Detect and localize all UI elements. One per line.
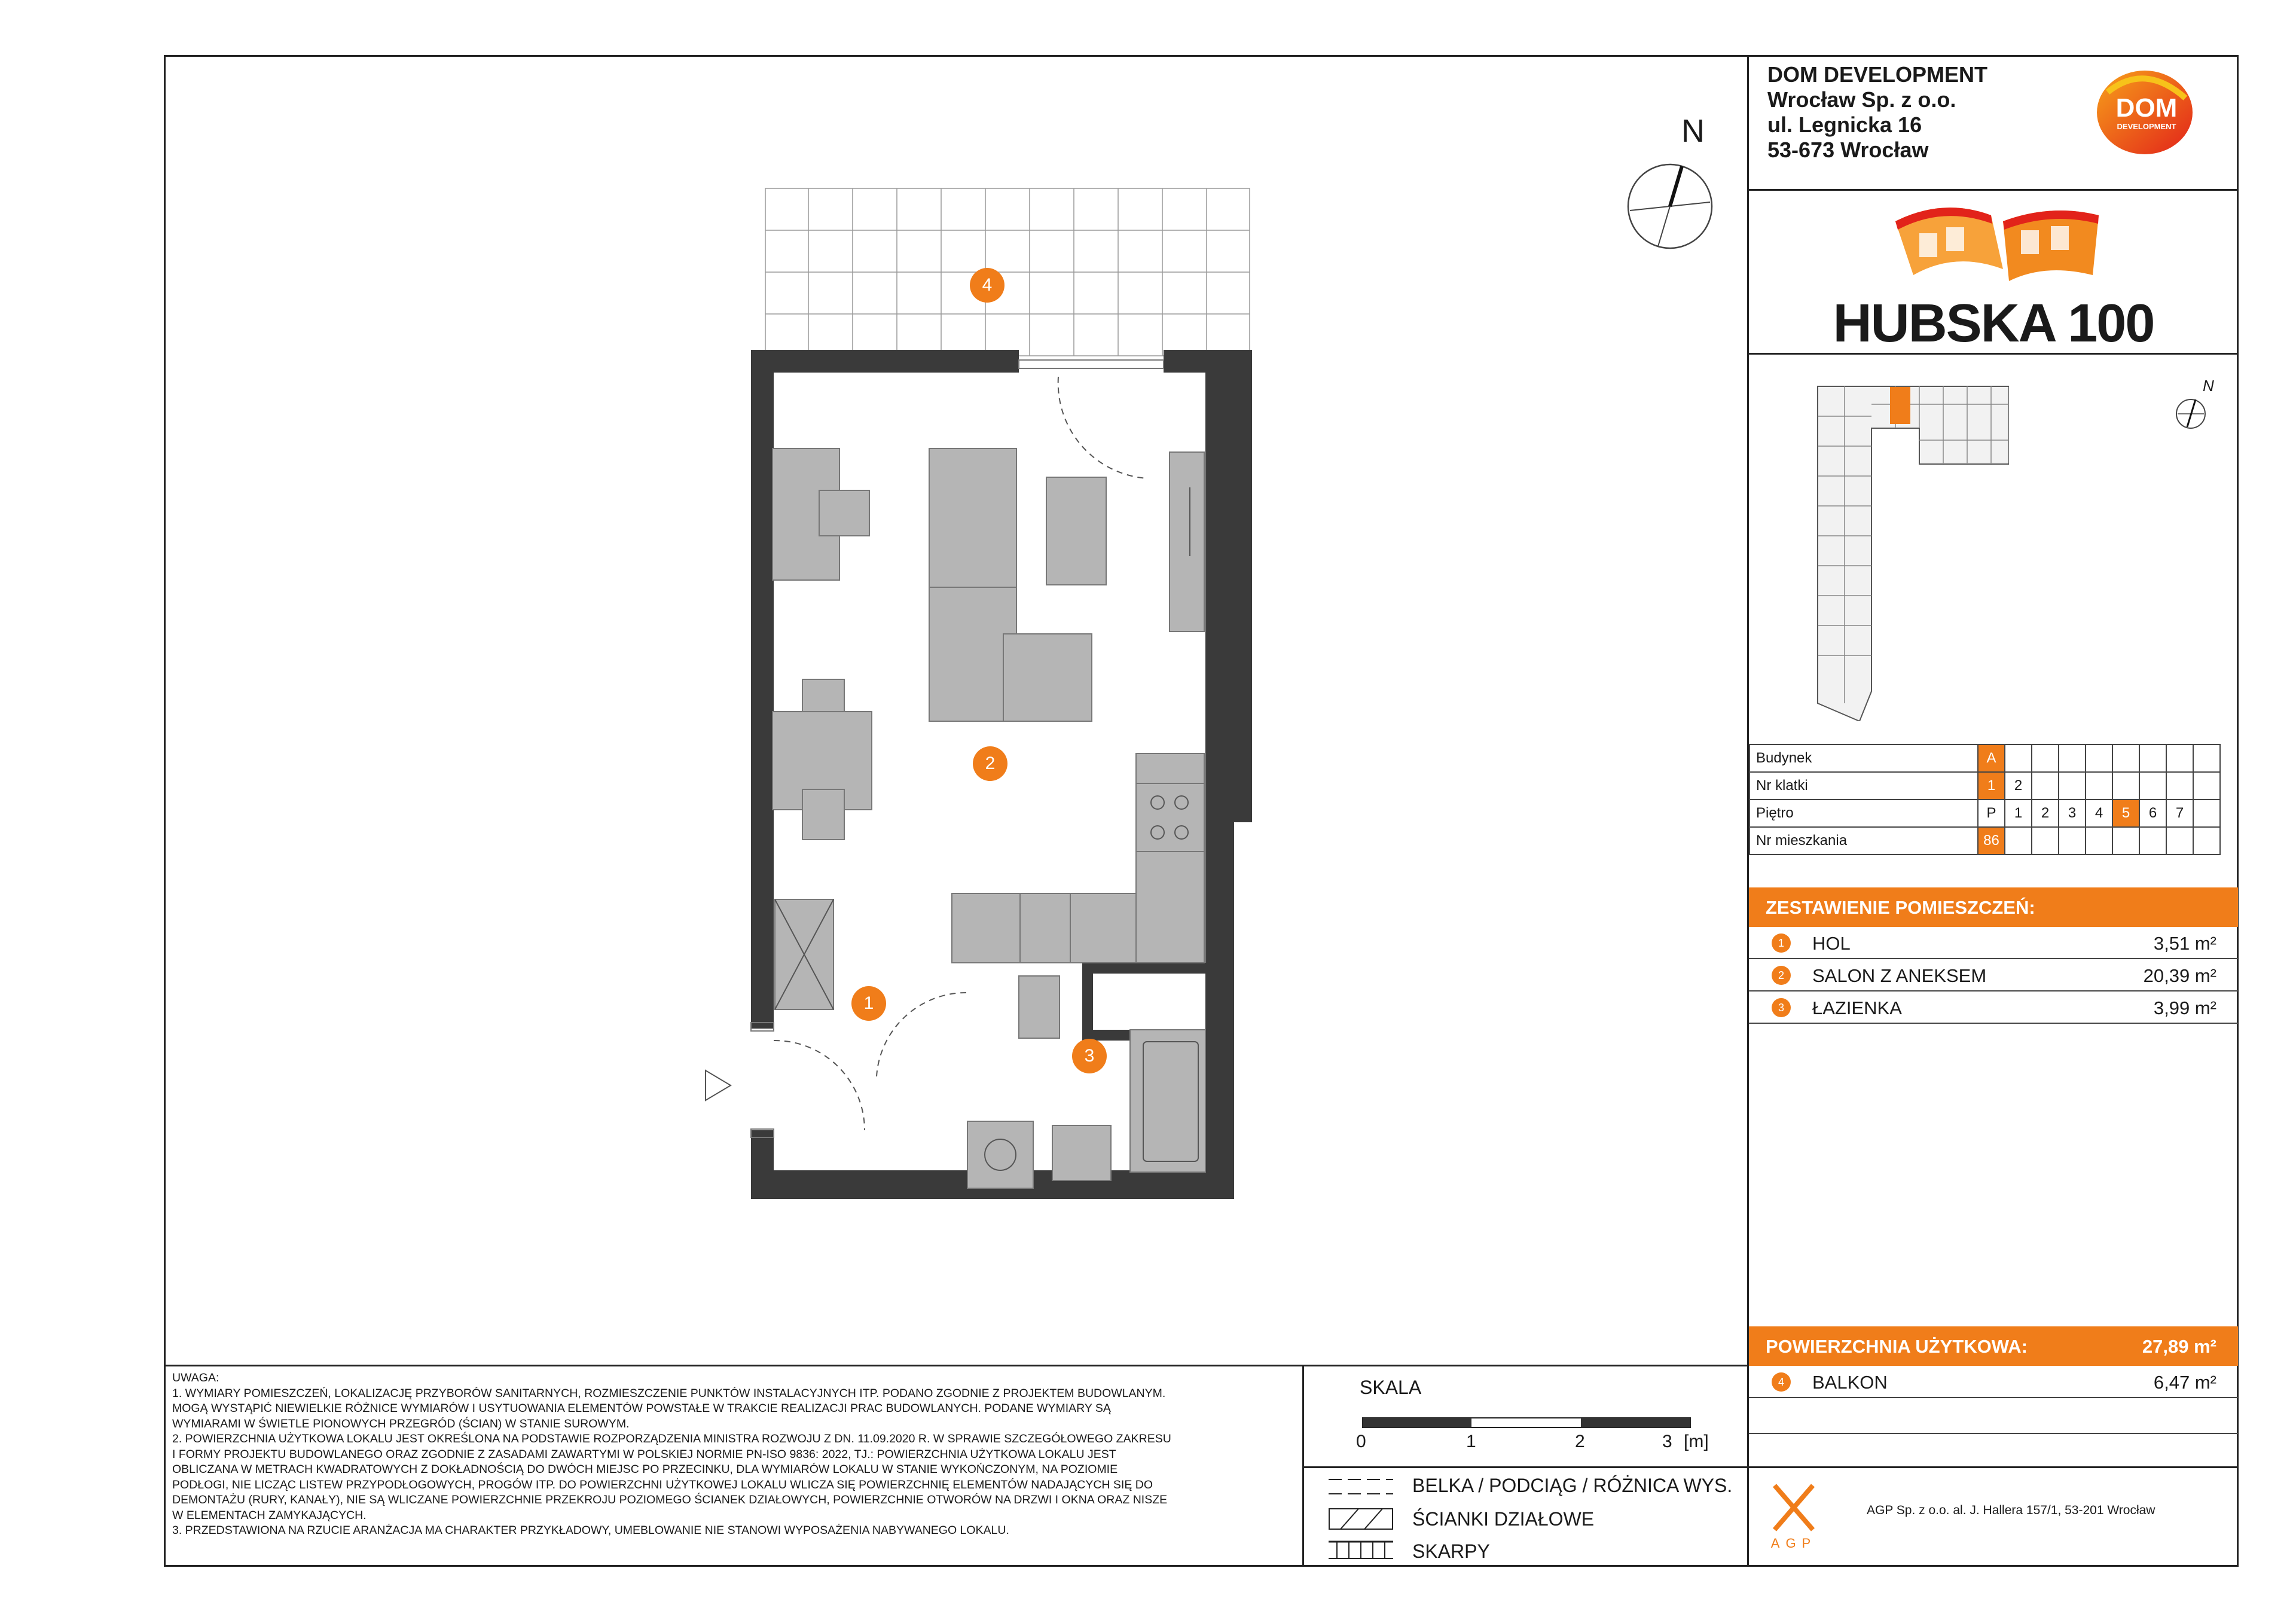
agp-mark: AGP xyxy=(1770,1536,1817,1551)
table-row xyxy=(1750,827,2220,855)
room-area: 20,39 m² xyxy=(2143,965,2216,986)
total-area-bar xyxy=(1749,1326,2238,1366)
scale-unit: [m] xyxy=(1684,1432,1709,1451)
pietro-label: Piętro xyxy=(1750,800,1978,827)
building-key-plan xyxy=(1794,380,2009,721)
room-area: 6,47 m² xyxy=(2153,1372,2216,1393)
pietro-value: 1 xyxy=(2005,800,2032,827)
pietro-value: 5 xyxy=(2112,800,2139,827)
mieszkanie-value: 86 xyxy=(1978,827,2005,855)
logo-text: DOM xyxy=(2115,93,2178,123)
mini-compass-label: N xyxy=(2203,377,2214,395)
rooms-header xyxy=(1749,887,2238,927)
legend-label: ŚCIANKI DZIAŁOWE xyxy=(1412,1508,1595,1530)
pietro-value: 6 xyxy=(2139,800,2166,827)
north-label: N xyxy=(1681,113,1705,149)
partition-wall-symbol-icon xyxy=(1329,1508,1393,1530)
pietro-value: 7 xyxy=(2166,800,2193,827)
dom-development-logo xyxy=(2090,68,2205,157)
mini-compass-icon xyxy=(2173,393,2209,429)
slope-symbol-icon xyxy=(1329,1539,1393,1561)
note-line: MOGĄ WYSTĄPIĆ NIEWIELKIE RÓŻNICE WYMIARÓW I USYTUOWANIA ELEMENTÓW POWSTAŁE W TRAKCIE REALIZACJI PRAC BUDOWLANYCH. PODANE WYMIARY SĄ xyxy=(172,1402,1111,1415)
note-line: W ELEMENTACH ZAMYKAJĄCYCH. xyxy=(172,1508,367,1522)
scale-tick: 2 xyxy=(1575,1432,1585,1451)
room-name: SALON Z ANEKSEM xyxy=(1812,965,1987,986)
note-line: 3. PRZEDSTAWIONA NA RZUCIE ARANŻACJA MA CHARAKTER PRZYKŁADOWY, UMEBLOWANIE NIE STANOWI WYPOSAŻENIA NABYWANEGO LOKALU. xyxy=(172,1524,1009,1537)
floor-plan xyxy=(676,185,1268,1226)
plan-room-number: 1 xyxy=(851,986,886,1021)
total-area-value: 27,89 m² xyxy=(2142,1336,2216,1357)
scale-title: SKALA xyxy=(1360,1377,1422,1398)
table-row xyxy=(1750,800,2220,827)
pietro-value: 2 xyxy=(2032,800,2059,827)
note-line: PODŁOGI, NIE LICZĄC LISTEW PRZYPODŁOGOWYCH, PROGÓW ITP. DO POWIERZCHNI UŻYTKOWEJ LOKALU WLICZA SIĘ POWIERZCHNIĘ ELEMENTÓW NADAJĄCYCH SIĘ DO xyxy=(172,1478,1153,1491)
company-line: Wrocław Sp. z o.o. xyxy=(1767,87,1956,112)
legend-label: BELKA / PODCIĄG / RÓŻNICA WYS. xyxy=(1412,1475,1733,1496)
agp-address: AGP Sp. z o.o. al. J. Hallera 157/1, 53-201 Wrocław xyxy=(1867,1503,2155,1517)
notes-block xyxy=(172,1371,1296,1539)
agp-logo xyxy=(1770,1481,1818,1552)
budynek-value: A xyxy=(1978,745,2005,772)
scale-tick: 1 xyxy=(1466,1432,1476,1451)
budynek-label: Budynek xyxy=(1750,745,1978,772)
legend-label: SKARPY xyxy=(1412,1540,1490,1562)
apartment-info-table xyxy=(1749,744,2221,855)
company-line: ul. Legnicka 16 xyxy=(1767,112,1922,137)
scale-bar xyxy=(1362,1417,1691,1428)
note-line: I FORMY PROJEKTU BUDOWLANEGO ORAZ ZGODNIE Z ZASADAMI ZAWARTYMI W POLSKIEJ NORMIE PN-ISO 9836: 2022, TJ.: POWIERZCHNIA UŻYTKOWA LOKALU JEST xyxy=(172,1447,1116,1461)
divider-agp xyxy=(1747,1466,2239,1468)
note-line: UWAGA: xyxy=(172,1371,219,1384)
compass-icon xyxy=(1625,161,1715,251)
room-row xyxy=(1749,927,2238,959)
company-line: 53-673 Wrocław xyxy=(1767,138,1929,162)
pietro-value: P xyxy=(1978,800,2005,827)
logo-subtext: DEVELOPMENT xyxy=(2117,122,2176,131)
mieszkanie-label: Nr mieszkania xyxy=(1750,827,1978,855)
table-row xyxy=(1750,745,2220,772)
note-line: WYMIARAMI W ŚWIETLE PIONOWYCH PRZEGRÓD (ŚCIAN) W STANIE SUROWYM. xyxy=(172,1417,630,1430)
room-name: HOL xyxy=(1812,933,1851,954)
room-area: 3,99 m² xyxy=(2153,997,2216,1018)
pietro-value: 4 xyxy=(2086,800,2112,827)
plan-room-number: 4 xyxy=(970,268,1004,303)
plan-room-number: 2 xyxy=(973,746,1007,781)
scale-tick: 3 xyxy=(1662,1432,1672,1451)
balcony-grid xyxy=(765,188,1250,356)
divider-notes xyxy=(164,1365,1748,1366)
room-row xyxy=(1749,959,2238,992)
total-area-label: POWIERZCHNIA UŻYTKOWA: xyxy=(1766,1336,2028,1357)
note-line: 1. WYMIARY POMIESZCZEŃ, LOKALIZACJĘ PRZYBORÓW SANITARNYCH, ROZMIESZCZENIE PUNKTÓW INSTALACYJNYCH ITP. PODANO ZGODNIE Z PROJEKTEM BUDOWLANYM. xyxy=(172,1386,1166,1400)
plan-room-number: 3 xyxy=(1072,1039,1107,1073)
room-number: 2 xyxy=(1772,966,1791,985)
note-line: DEMONTAŻU (RURY, KANAŁY), NIE SĄ WLICZANE POWIERZCHNIE PRZEKROJU POZIOMEGO ŚCIANEK DZIAŁOWYCH, POWIERZCHNIE OTWORÓW NA DRZWI I OKNA ORAZ NISZE xyxy=(172,1493,1168,1506)
divider-legend xyxy=(1302,1466,1748,1468)
room-name: ŁAZIENKA xyxy=(1812,997,1902,1018)
empty-row xyxy=(1749,1398,2238,1434)
company-address xyxy=(1767,62,1987,163)
divider-company xyxy=(1747,189,2239,191)
pietro-value: 3 xyxy=(2059,800,2086,827)
klatka-value: 1 xyxy=(1978,772,2005,800)
divider-scale xyxy=(1302,1365,1304,1567)
film-strip-logo xyxy=(1889,197,2105,287)
klatka-label: Nr klatki xyxy=(1750,772,1978,800)
room-number: 1 xyxy=(1772,933,1791,953)
beam-symbol-icon xyxy=(1329,1477,1393,1496)
scale-tick: 0 xyxy=(1356,1432,1366,1451)
note-line: OBLICZANA W METRACH KWADRATOWYCH Z DOKŁADNOŚCIĄ DO DWÓCH MIEJSC PO PRZECINKU, DLA WYMIARÓW LOKALU W STANIE WYKOŃCZONYM, NA POZIOMIE xyxy=(172,1463,1118,1476)
room-number: 4 xyxy=(1772,1372,1791,1392)
klatka-value: 2 xyxy=(2005,772,2032,800)
room-name: BALKON xyxy=(1812,1372,1888,1393)
balcony-row xyxy=(1749,1366,2238,1398)
room-row xyxy=(1749,992,2238,1024)
rooms-header-text: ZESTAWIENIE POMIESZCZEŃ: xyxy=(1766,897,2035,918)
company-line: DOM DEVELOPMENT xyxy=(1767,62,1988,87)
table-row xyxy=(1750,772,2220,800)
room-number: 3 xyxy=(1772,998,1791,1017)
note-line: 2. POWIERZCHNIA UŻYTKOWA LOKALU JEST OKREŚLONA NA PODSTAWIE ROZPORZĄDZENIA MINISTRA ROZWOJU Z DN. 11.09.2020 R. W SPRAWIE SZCZEGÓŁOWEGO ZAKRESU xyxy=(172,1432,1171,1445)
project-title: HUBSKA 100 xyxy=(1833,294,2154,353)
room-area: 3,51 m² xyxy=(2153,933,2216,954)
